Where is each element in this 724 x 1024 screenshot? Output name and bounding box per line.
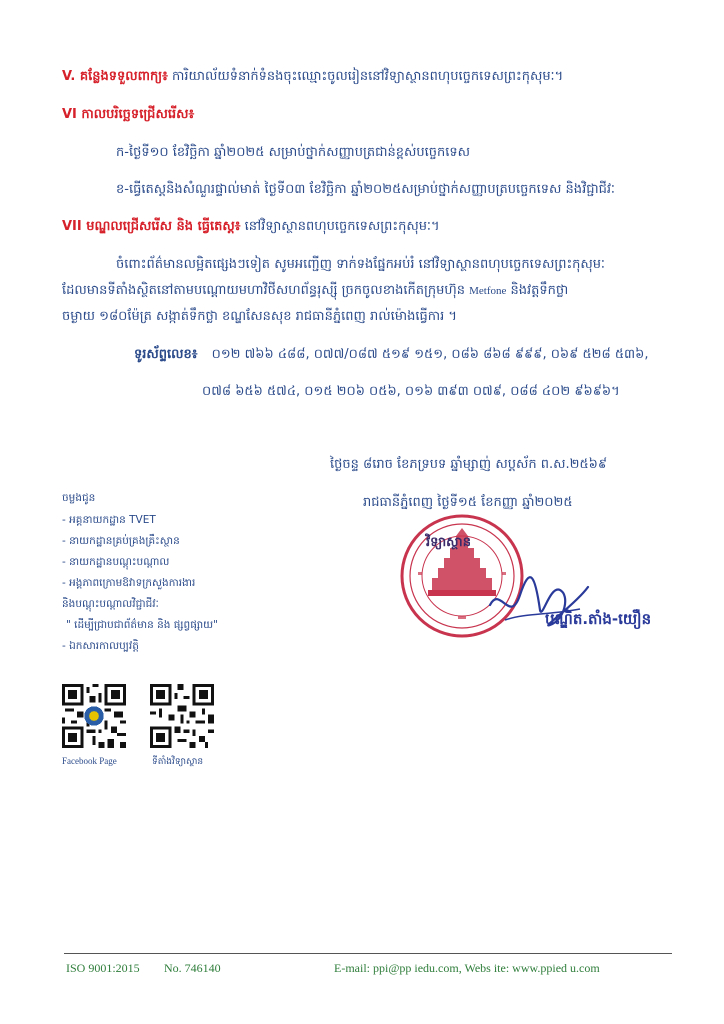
recipient-item: និងបណ្តុះបណ្តាលវិជ្ជាជីវៈ xyxy=(62,598,159,610)
signature-icon xyxy=(480,565,600,645)
recipient-item: - អគ្គនាយកដ្ឋាន TVET xyxy=(62,514,156,526)
recipient-item: - នាយកដ្ឋានគ្រប់គ្រងគ្រឹះស្ថាន xyxy=(62,535,180,547)
phone-line-1 xyxy=(134,346,649,364)
paragraph-line-1: ចំពោះព័ត៌មានលម្អិតផ្សេងៗទៀត សូមអញ្ជើញ ទាក់ទងផ្នែកអប់រំ នៅវិទ្យាស្ថានពហុបច្ចេកទេសព្រះកុសុមៈ xyxy=(116,257,606,272)
location-label: ទីតាំងវិទ្យាស្ថាន xyxy=(152,757,204,767)
recipient-item: - ឯកសារកាលប្បវត្តិ xyxy=(62,640,139,652)
section-5 xyxy=(62,68,563,86)
footer-divider xyxy=(64,953,672,954)
section-5-text: ការិយាល័យទំនាក់ទំនងចុះឈ្មោះចូលរៀននៅវិទ្យាស្ថានពហុបច្ចេកទេសព្រះកុសុមៈ។ xyxy=(171,69,564,84)
date-lunar: ថ្ងៃចន្ទ ៨រោច ខែភទ្របទ ឆ្នាំម្សាញ់ សប្តស័ក ព.ស.២៥៦៩ xyxy=(330,457,608,472)
section-7-text: នៅវិទ្យាស្ថានពហុបច្ចេកទេសព្រះកុសុមៈ។ xyxy=(244,219,440,234)
section-6-item-b: ខ-ធ្វើតេស្តនិងសំណួរផ្ទាល់មាត់ ថ្ងៃទី០៣ ខែវិច្ឆិកា ឆ្នាំ២០២៥សម្រាប់ថ្នាក់សញ្ញាបត្របច្ចេកទេស និងវិជ្ជាជីវៈ xyxy=(116,182,615,197)
section-7 xyxy=(62,218,440,236)
footer-cert-no: No. 746140 xyxy=(164,961,221,975)
metfone-text: Metfone xyxy=(469,285,507,297)
paragraph-line-2b: និងវត្តទឹកថ្លា xyxy=(510,283,569,298)
footer-contact[interactable]: E-mail: ppi@pp iedu.com, Webs ite: www.ppied u.com xyxy=(334,961,600,975)
section-6-label: VI កាលបរិច្ឆេទជ្រើសរើស៖ xyxy=(62,107,195,122)
recipient-item: " ដើម្បីជ្រាបជាព័ត៌មាន និង ផ្សព្វផ្សាយ" xyxy=(66,619,218,631)
footer-iso: ISO 9001:2015 xyxy=(66,961,140,975)
seal-text: វិទ្យាស្ថាន xyxy=(426,535,471,550)
recipient-item: - នាយកដ្ឋានបណ្តុះបណ្តាល xyxy=(62,556,170,568)
paragraph-line-3: ចម្ងាយ ១៨០ម៉ែត្រ សង្កាត់ទឹកថ្លា ខណ្ឌសែនសុខ រាជធានីភ្នំពេញ រាល់ម៉ោងធ្វើការ ។ xyxy=(62,309,457,324)
phone-label: ទូរស័ព្ទលេខ៖ xyxy=(134,347,198,362)
section-7-label: VII មណ្ឌលជ្រើសរើស និង ធ្វើតេស្ត៖ xyxy=(62,219,241,234)
paragraph-line-2a: ដែលមានទីតាំងស្ថិតនៅតាមបណ្ដោយមហាវិថីសហព័ន្ធរុស្ស៊ី ច្រកចូលខាងកើតក្រុមហ៊ុន xyxy=(62,283,465,298)
location-qr-code-icon[interactable] xyxy=(150,684,214,748)
phone-numbers-1: ០១២ ៧៦៦ ៤៨៨, ០៧៧/០៨៧ ៥១៩ ១៥១, ០៨៦ ៨៦៨ ៩៩៩, ០៦៩ ៥២៨ ៥៣៦, xyxy=(211,347,649,362)
section-6-item-a: ក-ថ្ងៃទី១០ ខែវិច្ឆិកា ឆ្នាំ២០២៥ សម្រាប់ថ្នាក់សញ្ញាបត្រជាន់ខ្ពស់បច្ចេកទេស xyxy=(116,145,471,160)
section-5-label: V. គន្លែងទទួលពាក្យ៖ xyxy=(62,69,168,84)
facebook-qr-code-icon[interactable] xyxy=(62,684,126,748)
recipients-heading: ចម្លងជូន xyxy=(62,492,96,504)
paragraph-line-2 xyxy=(62,282,568,300)
phone-numbers-2: ០៧៨ ៦៥៦ ៥៧៤, ០១៥ ២០៦ ០៥៦, ០១៦ ៣៩៣ ០៧៩, ០៨៨ ៤០២ ៩៦៩៦។ xyxy=(202,384,620,399)
signatory-name: បណ្ឌិត.តាំង-យឿន xyxy=(545,610,652,628)
recipient-item: - អង្គភាពក្រោមឱវាទក្រសួងការងារ xyxy=(62,577,196,589)
date-solar: រាជធានីភ្នំពេញ ថ្ងៃទី១៥ ខែកញ្ញា ឆ្នាំ២០២៥ xyxy=(363,495,573,510)
facebook-page-label: Facebook Page xyxy=(62,756,117,766)
